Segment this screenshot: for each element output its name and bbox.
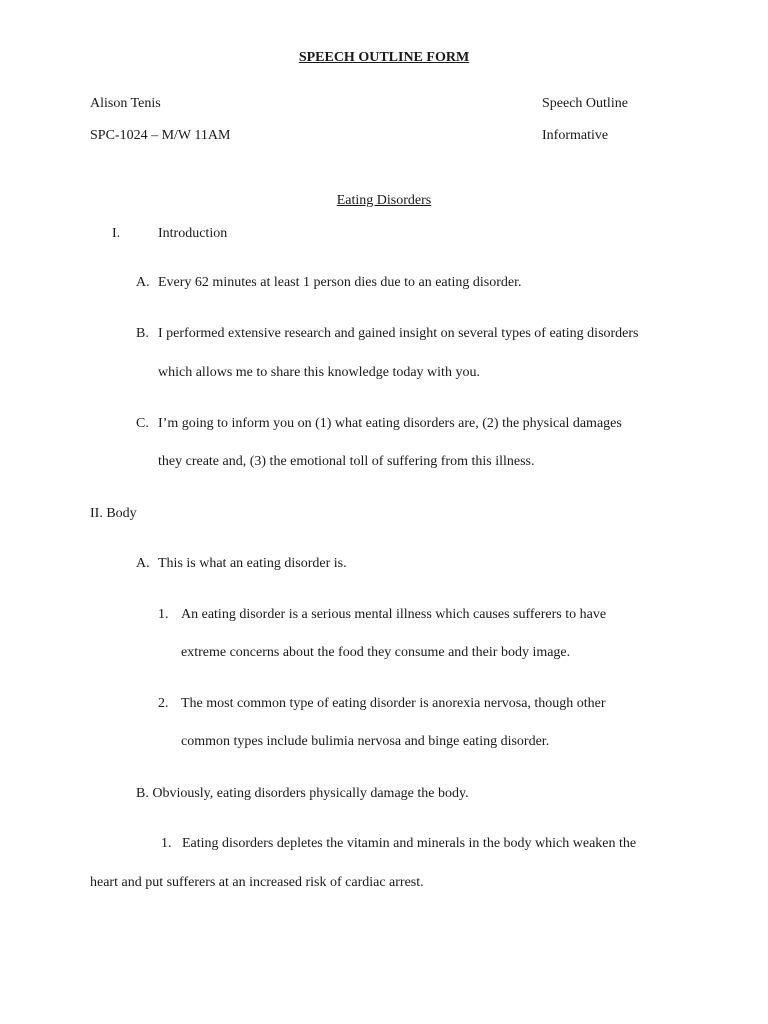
list-marker: A.: [136, 275, 150, 290]
body-a-item-1-line-1: An eating disorder is a serious mental illness which causes sufferers to have: [181, 607, 607, 622]
list-marker: C.: [136, 416, 149, 431]
intro-point-c-line-2: they create and, (3) the emotional toll of suffering from this illness.: [158, 454, 535, 469]
section-numeral: I.: [112, 226, 121, 241]
section-heading-body: II. Body: [90, 506, 137, 521]
intro-point-b-line-1: I performed extensive research and gained insight on several types of eating disorders: [158, 326, 639, 341]
outline-label: Speech Outline: [542, 96, 628, 111]
author-name: Alison Tenis: [90, 96, 161, 111]
speech-title: Eating Disorders: [336, 193, 432, 208]
body-b-item-1-line-1: Eating disorders depletes the vitamin and minerals in the body which weaken the: [182, 836, 637, 851]
intro-point-b-line-2: which allows me to share this knowledge today with you.: [158, 365, 480, 380]
list-marker: 2.: [158, 696, 169, 711]
list-marker: B.: [136, 326, 149, 341]
form-title: SPEECH OUTLINE FORM: [298, 50, 470, 65]
speech-type: Informative: [542, 128, 609, 143]
intro-point-c-line-1: I’m going to inform you on (1) what eating disorders are, (2) the physical damages: [158, 416, 622, 431]
section-heading-introduction: Introduction: [158, 226, 228, 241]
body-a-item-2-line-2: common types include bulimia nervosa and binge eating disorder.: [181, 734, 550, 749]
list-marker: 1.: [161, 836, 172, 851]
body-point-a: This is what an eating disorder is.: [158, 556, 347, 571]
body-a-item-2-line-1: The most common type of eating disorder is anorexia nervosa, though other: [181, 696, 606, 711]
course-info: SPC-1024 – M/W 11AM: [90, 128, 231, 143]
list-marker: A.: [136, 556, 150, 571]
body-a-item-1-line-2: extreme concerns about the food they consume and their body image.: [181, 645, 571, 660]
intro-point-a: Every 62 minutes at least 1 person dies due to an eating disorder.: [158, 275, 522, 290]
body-b-item-1-line-2: heart and put sufferers at an increased risk of cardiac arrest.: [90, 875, 424, 890]
list-marker: 1.: [158, 607, 169, 622]
body-point-b: B. Obviously, eating disorders physically damage the body.: [136, 786, 469, 801]
